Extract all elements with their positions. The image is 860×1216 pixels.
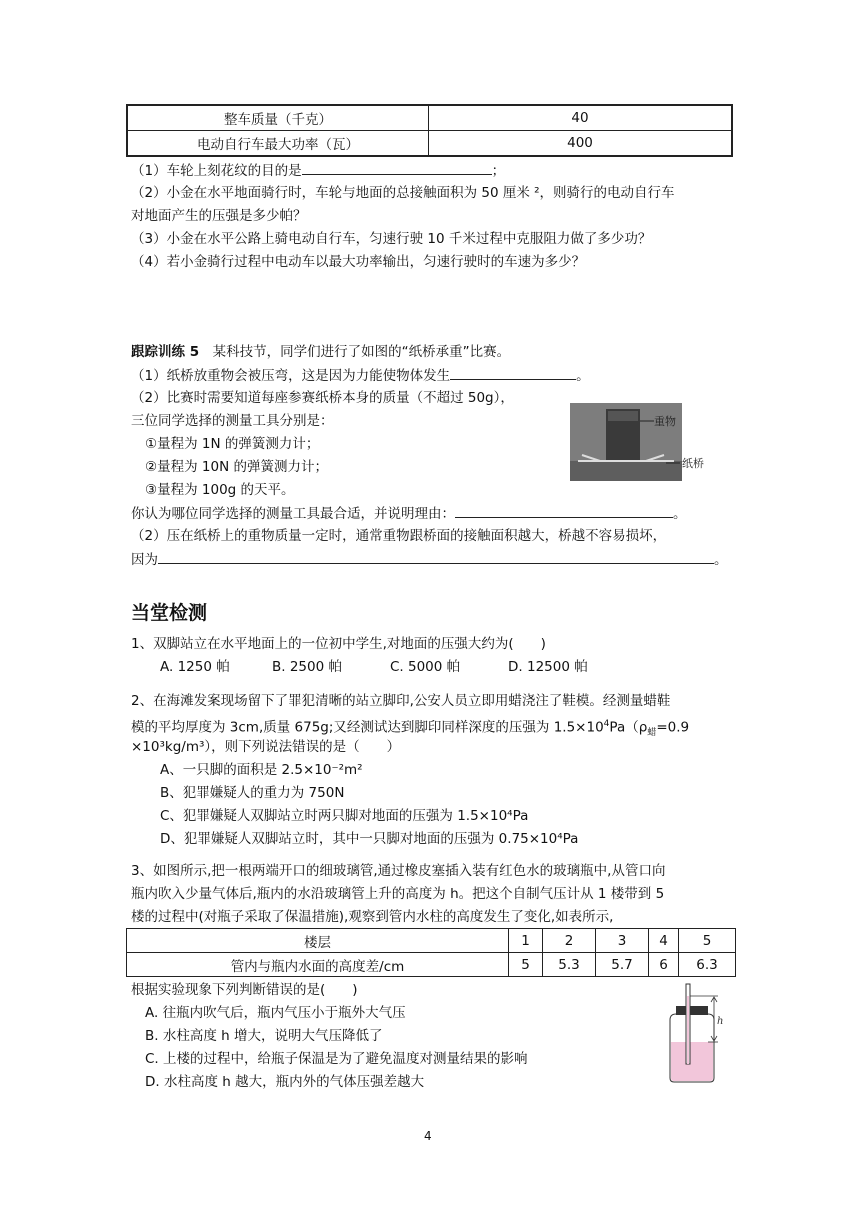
- bike-q2-line1: （2）小金在水平地面骑行时，车轮与地面的总接触面积为 50 厘米 ²，则骑行的电动自行车: [131, 185, 675, 201]
- bike-q1: [131, 160, 505, 181]
- train5-option-2: ②量程为 10N 的弹簧测力计；: [145, 459, 328, 475]
- train5-title-line: [131, 342, 510, 362]
- liquid: [671, 1042, 713, 1081]
- table-cell: 5: [509, 953, 543, 977]
- question-text: =0.9: [656, 719, 690, 736]
- table-cell: 3: [596, 929, 649, 953]
- q3-l3: 楼的过程中(对瓶子采取了保温措施),观察到管内水柱的高度发生了变化,如表所示,: [131, 909, 614, 925]
- table-cell: 40: [429, 105, 733, 131]
- train5-l5: （2）压在纸桥上的重物质量一定时，通常重物跟桥面的接触面积越大，桥越不容易损坏，: [131, 528, 667, 544]
- bike-q3: （3）小金在水平公路上骑电动自行车，匀速行驶 10 千米过程中克服阻力做了多少功？: [131, 231, 652, 247]
- q3-option-a: A. 往瓶内吹气后，瓶内气压小于瓶外大气压: [145, 1005, 406, 1021]
- question-text: 你认为哪位同学选择的测量工具最合适，并说明理由：: [131, 506, 455, 522]
- weight-label: 重物: [654, 415, 676, 428]
- q2-l3: ×10³kg/m³），则下列说法错误的是（ ）: [131, 739, 401, 755]
- water-column: [687, 996, 689, 1064]
- table-cell: 2: [543, 929, 596, 953]
- bridge-label: 纸桥: [682, 457, 704, 470]
- question-text: 。: [714, 552, 728, 568]
- q2-l1: 2、在海滩发案现场留下了罪犯清晰的站立脚印,公安人员立即用蜡浇注了鞋模。经测量蜡鞋: [131, 693, 671, 709]
- option: B. 2500 帕: [272, 659, 342, 675]
- weight-top: [608, 411, 638, 421]
- table-cell: 电动自行车最大功率（瓦）: [127, 131, 429, 157]
- option: A. 1250 帕: [160, 659, 230, 675]
- train5-l6: [131, 549, 728, 570]
- answer-blank[interactable]: [455, 503, 673, 518]
- train5-option-3: ③量程为 100g 的天平。: [145, 482, 295, 498]
- table-row: [127, 131, 732, 157]
- table-cell: 5.3: [543, 953, 596, 977]
- bike-q2-line2: 对地面产生的压强是多少帕？: [131, 208, 307, 224]
- page-number: 4: [424, 1129, 432, 1143]
- question-text: （1）车轮上刻花纹的目的是: [131, 163, 302, 179]
- question-text: ；: [491, 163, 506, 179]
- table-cell: 6.3: [679, 953, 736, 977]
- question-text: 模的平均厚度为 3cm,质量 675g;又经测试达到脚印同样深度的压强为 1.5×10: [131, 719, 604, 736]
- table-cell: 1: [509, 929, 543, 953]
- barometer-bottle-figure: [660, 980, 735, 1085]
- train5-intro: 某科技节，同学们进行了如图的“纸桥承重”比赛。: [199, 344, 511, 360]
- q3-l1: 3、如图所示,把一根两端开口的细玻璃管,通过橡皮塞插入装有红色水的玻璃瓶中,从管口向: [131, 863, 666, 879]
- q3-option-c: C. 上楼的过程中，给瓶子保温是为了避免温度对测量结果的影响: [145, 1051, 528, 1067]
- exponent: 4: [603, 719, 610, 729]
- q3-option-d: D. 水柱高度 h 越大，瓶内外的气体压强差越大: [145, 1074, 425, 1090]
- question-text: 。: [673, 506, 687, 522]
- table-cell: 5: [679, 929, 736, 953]
- question-text: 。: [576, 368, 590, 384]
- subscript: 蜡: [647, 728, 657, 739]
- q2-option-a: A、一只脚的面积是 2.5×10⁻²m²: [160, 762, 363, 778]
- answer-blank[interactable]: [158, 549, 714, 564]
- table-cell: 楼层: [127, 929, 509, 953]
- train5-l2: （2）比赛时需要知道每座参赛纸桥本身的质量（不超过 50g），: [131, 390, 514, 406]
- floor-height-table: [126, 928, 736, 977]
- q2-option-d: D、犯罪嫌疑人双脚站立时，其中一只脚对地面的压强为 0.75×10⁴Pa: [160, 831, 579, 847]
- table-cell: 4: [649, 929, 679, 953]
- table-cell: 管内与瓶内水面的高度差/cm: [127, 953, 509, 977]
- train5-option-1: ①量程为 1N 的弹簧测力计；: [145, 436, 320, 452]
- table-row: [127, 953, 736, 977]
- table-row: [127, 105, 732, 131]
- table-header-row: [127, 929, 736, 953]
- table-cell: 400: [429, 131, 733, 157]
- train5-title: 跟踪训练 5: [131, 344, 200, 360]
- train5-l4: [131, 503, 687, 524]
- bike-spec-table: [126, 104, 733, 157]
- table-cell: 6: [649, 953, 679, 977]
- train5-l1: [131, 365, 590, 386]
- q3-option-b: B. 水柱高度 h 增大，说明大气压降低了: [145, 1028, 383, 1044]
- table-cell: 5.7: [596, 953, 649, 977]
- rubber-stopper: [676, 1006, 708, 1015]
- q3-l4: 根据实验现象下列判断错误的是( ): [131, 982, 358, 998]
- photo-ground: [570, 461, 682, 481]
- question-text: Pa（ρ: [609, 719, 648, 736]
- q2-option-c: C、犯罪嫌疑人双脚站立时两只脚对地面的压强为 1.5×10⁴Pa: [160, 808, 529, 824]
- question-text: （1）纸桥放重物会被压弯，这是因为力能使物体发生: [131, 368, 451, 384]
- q1-options: [160, 657, 588, 677]
- q3-l2: 瓶内吹入少量气体后,瓶内的水沿玻璃管上升的高度为 h。把这个自制气压计从 1 楼带到 5: [131, 886, 665, 902]
- train5-l3: 三位同学选择的测量工具分别是：: [131, 413, 334, 429]
- option: C. 5000 帕: [390, 659, 461, 675]
- option: D. 12500 帕: [508, 659, 588, 675]
- paper-bridge-figure: [570, 403, 720, 485]
- bike-q4: （4）若小金骑行过程中电动车以最大功率输出，匀速行驶时的车速为多少？: [131, 254, 586, 270]
- section-title: 当堂检测: [131, 602, 208, 624]
- answer-blank[interactable]: [450, 365, 576, 380]
- q2-option-b: B、犯罪嫌疑人的重力为 750N: [160, 785, 345, 801]
- question-text: 因为: [131, 552, 158, 568]
- height-label: h: [717, 1016, 724, 1027]
- answer-blank[interactable]: [302, 160, 492, 175]
- table-cell: 整车质量（千克）: [127, 105, 429, 131]
- q1-stem: 1、双脚站立在水平地面上的一位初中学生,对地面的压强大约为( ): [131, 636, 546, 652]
